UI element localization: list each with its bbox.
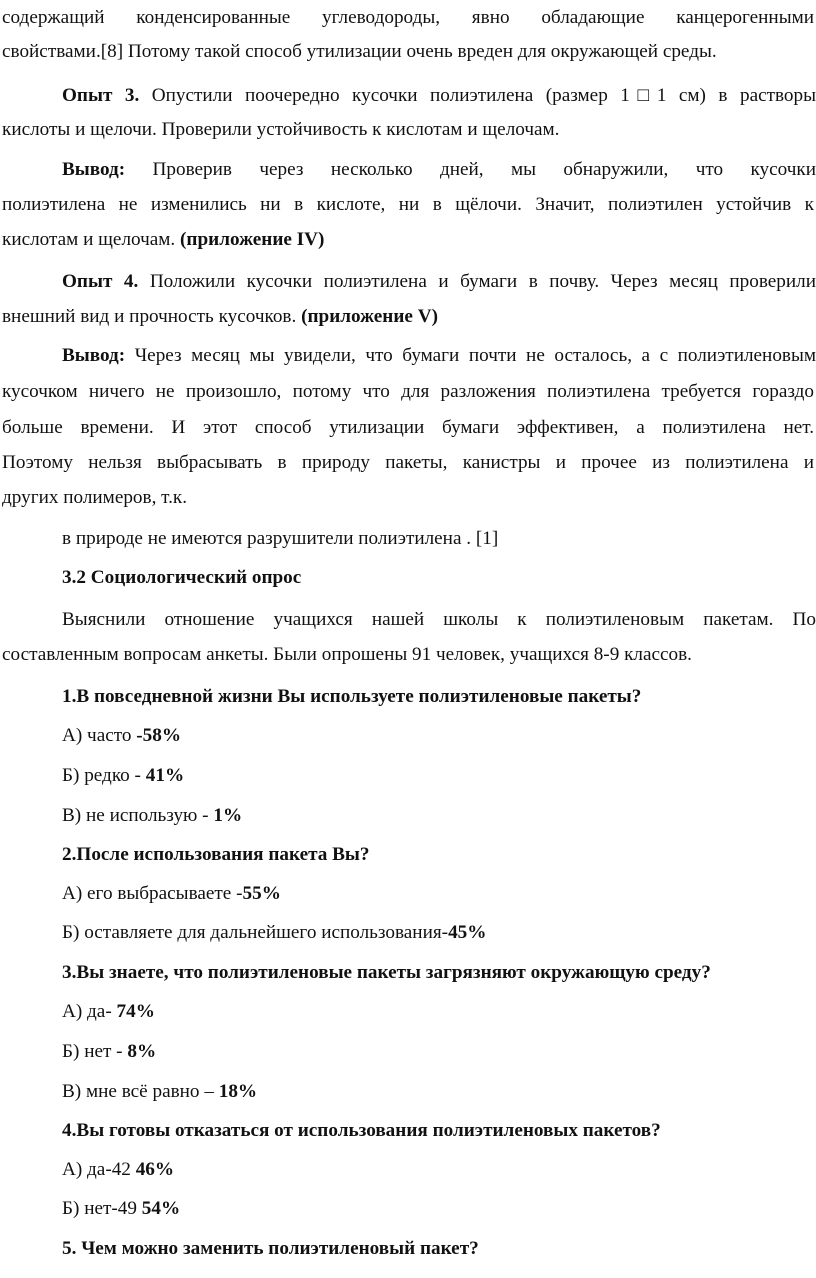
paragraph-line bbox=[2, 193, 814, 217]
answer-text: А) да-42 bbox=[62, 1159, 136, 1180]
answer-percent: 1% bbox=[213, 805, 243, 826]
survey-answer bbox=[62, 1158, 816, 1182]
text: кислотам и щелочам. bbox=[2, 229, 176, 250]
paragraph-line bbox=[62, 527, 816, 551]
answer-text: А) да- bbox=[62, 1001, 117, 1022]
text: свойствами.[8] Потому такой способ утилизации очень вреден для окружающей среды. bbox=[2, 41, 717, 62]
conclusion-4-line bbox=[62, 344, 816, 368]
text: кусочком ничего не произошло, потому что для разложения полиэтилена требуется гораздо bbox=[2, 381, 814, 402]
survey-answer bbox=[62, 764, 816, 788]
survey-question bbox=[62, 961, 816, 985]
text: содержащий конденсированные углеводороды, явно обладающие канцерогенными bbox=[2, 7, 814, 28]
paragraph-line bbox=[2, 228, 814, 252]
paragraph-line bbox=[2, 451, 814, 475]
text: Положили кусочки полиэтилена и бумаги в почву. Через месяц проверили bbox=[149, 271, 816, 292]
survey-answer bbox=[62, 921, 816, 945]
survey-answer bbox=[62, 1197, 816, 1221]
text: внешний вид и прочность кусочков. bbox=[2, 306, 297, 327]
question-text: 3.Вы знаете, что полиэтиленовые пакеты загрязняют окружающую среду? bbox=[62, 962, 711, 983]
text: Поэтому нельзя выбрасывать в природу пакеты, канистры и прочее из полиэтилена и bbox=[2, 452, 814, 473]
text: Через месяц мы увидели, что бумаги почти не осталось, а с полиэтиленовым bbox=[134, 345, 816, 366]
answer-percent: 8% bbox=[127, 1041, 157, 1062]
conclusion-label: Вывод: bbox=[62, 345, 126, 366]
experiment-label: Опыт 3. bbox=[62, 85, 140, 106]
answer-text: Б) оставляете для дальнейшего использования- bbox=[62, 922, 449, 943]
survey-question bbox=[62, 843, 816, 867]
paragraph-line bbox=[2, 305, 814, 329]
question-text: 2.После использования пакета Вы? bbox=[62, 844, 370, 865]
question-text: 5. Чем можно заменить полиэтиленовый пакет? bbox=[62, 1238, 479, 1259]
text: Опустили поочередно кусочки полиэтилена (размер 1□1 см) в растворы bbox=[151, 85, 816, 106]
survey-answer bbox=[62, 724, 816, 748]
answer-percent: 74% bbox=[116, 1001, 155, 1022]
text: в природе не имеются разрушители полиэтилена . [1] bbox=[62, 528, 499, 549]
answer-text: Б) нет-49 bbox=[62, 1198, 142, 1219]
paragraph-line bbox=[2, 380, 814, 404]
answer-text: Б) нет - bbox=[62, 1041, 128, 1062]
paragraph-line bbox=[2, 416, 814, 440]
survey-answer bbox=[62, 1040, 816, 1064]
experiment-3-line bbox=[62, 84, 816, 108]
answer-percent: 45% bbox=[448, 922, 487, 943]
answer-text: В) мне всё равно – bbox=[62, 1081, 219, 1102]
text: других полимеров, т.к. bbox=[2, 487, 188, 508]
text: составленным вопросам анкеты. Были опрошены 91 человек, учащихся 8-9 классов. bbox=[2, 644, 692, 665]
survey-answer bbox=[62, 1080, 816, 1104]
experiment-4-line bbox=[62, 270, 816, 294]
paragraph-line bbox=[2, 6, 814, 30]
answer-percent: 54% bbox=[141, 1198, 181, 1219]
appendix-reference: (приложение V) bbox=[301, 306, 438, 327]
answer-percent: -58% bbox=[136, 725, 182, 746]
survey-answer bbox=[62, 1000, 816, 1024]
paragraph-line bbox=[2, 40, 814, 64]
survey-intro-line bbox=[2, 643, 814, 667]
text: кислоты и щелочи. Проверили устойчивость к кислотам и щелочам. bbox=[2, 119, 560, 140]
text: полиэтилена не изменились ни в кислоте, ни в щёлочи. Значит, полиэтилен устойчив к bbox=[2, 194, 814, 215]
appendix-reference: (приложение IV) bbox=[180, 229, 325, 250]
question-text: 1.В повседневной жизни Вы используете полиэтиленовые пакеты? bbox=[62, 686, 642, 707]
survey-answer bbox=[62, 882, 816, 906]
question-text: 4.Вы готовы отказаться от использования полиэтиленовых пакетов? bbox=[62, 1120, 661, 1141]
answer-text: В) не использую - bbox=[62, 805, 214, 826]
text: больше времени. И этот способ утилизации бумаги эффективен, а полиэтилена нет. bbox=[2, 417, 814, 438]
text: Проверив через несколько дней, мы обнаружили, что кусочки bbox=[152, 159, 816, 180]
answer-percent: 55% bbox=[242, 883, 281, 904]
answer-text: А) его выбрасываете - bbox=[62, 883, 243, 904]
answer-percent: 46% bbox=[135, 1159, 175, 1180]
survey-answer bbox=[62, 804, 816, 828]
answer-percent: 18% bbox=[218, 1081, 258, 1102]
answer-text: Б) редко - bbox=[62, 765, 146, 786]
survey-question bbox=[62, 685, 816, 709]
paragraph-line bbox=[2, 118, 814, 142]
survey-question bbox=[62, 1119, 816, 1143]
text: Выяснили отношение учащихся нашей школы к полиэтиленовым пакетам. По bbox=[62, 609, 816, 630]
conclusion-3-line bbox=[62, 158, 816, 182]
section-title bbox=[62, 566, 816, 590]
survey-intro-line bbox=[62, 608, 816, 632]
section-title-text: 3.2 Социологический опрос bbox=[62, 567, 302, 588]
answer-percent: 41% bbox=[145, 765, 185, 786]
conclusion-label: Вывод: bbox=[62, 159, 126, 180]
experiment-label: Опыт 4. bbox=[62, 271, 139, 292]
survey-question bbox=[62, 1237, 816, 1261]
paragraph-line bbox=[2, 486, 814, 510]
answer-text: А) часто bbox=[62, 725, 137, 746]
